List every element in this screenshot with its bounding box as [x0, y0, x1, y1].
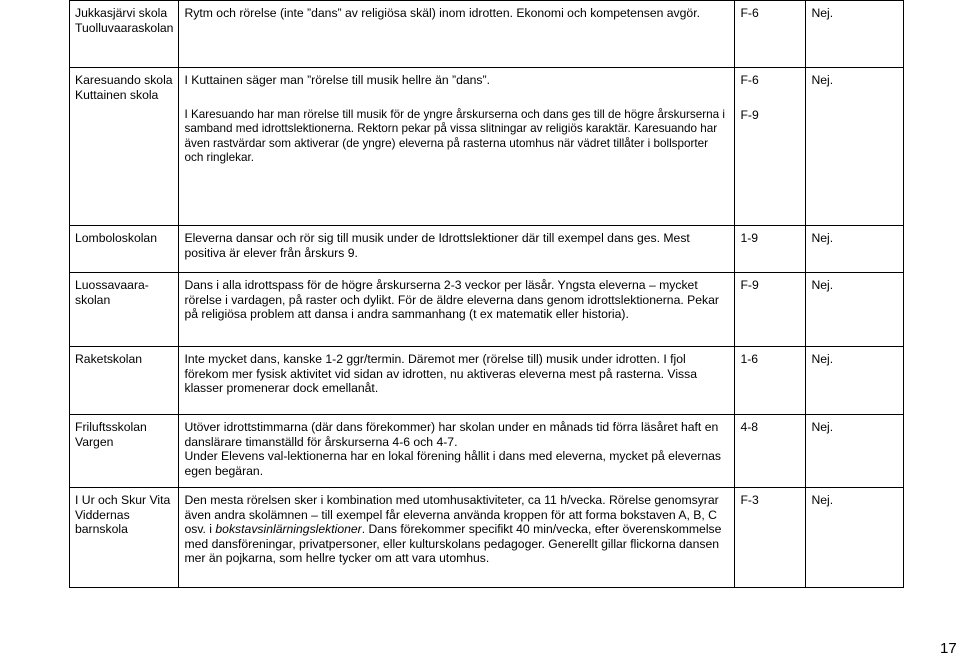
description-cell: [179, 68, 735, 226]
school-name: Jukkasjärvi skola: [75, 6, 168, 20]
school-cell: [70, 1, 179, 68]
description-text: Eleverna dansar och rör sig till musik under de Idrottslektioner där till exempel dans ges. Mest positiva är elever från årskurs 9.: [184, 231, 690, 260]
school-name: Luossavaara-: [75, 278, 149, 292]
table-row: [70, 273, 904, 347]
grades-cell: [735, 347, 806, 415]
school-cell: [70, 68, 179, 226]
school-name: Vargen: [75, 434, 114, 449]
table-row: [70, 1, 904, 68]
answer-text: Nej.: [811, 231, 834, 245]
description-italic-text: bokstavsinlärningslektioner: [215, 522, 362, 537]
answer-cell: [806, 1, 904, 68]
answer-cell: [806, 347, 904, 415]
school-name: Raketskolan: [75, 352, 143, 366]
description-cell: [179, 488, 735, 588]
description-text: I Karesuando har man rörelse till musik för de yngre årskurserna och dans ges till de högre årskurserna i samband med idrottslektionerna. Rektorn pekar på vissa slitningar av religiös karaktär. Karesuando har även rastvärdar som aktiverar (de yngre) eleverna på rasterna utomhus när vädret tillåter i bollsporter och ringlekar.: [184, 107, 725, 165]
grades-text: F-9: [740, 107, 759, 122]
description-cell: [179, 415, 735, 488]
answer-cell: [806, 226, 904, 273]
table-row: [70, 415, 904, 488]
answer-cell: [806, 415, 904, 488]
grades-cell: [735, 68, 806, 226]
grades-cell: [735, 1, 806, 68]
answer-cell: [806, 273, 904, 347]
school-name: skolan: [75, 292, 111, 307]
answer-text: Nej.: [811, 420, 834, 434]
description-text: Rytm och rörelse (inte ”dans” av religiösa skäl) inom idrotten. Ekonomi och kompetensen avgör.: [184, 6, 700, 20]
description-text: Utöver idrottstimmarna (där dans förekommer) har skolan under en månads tid förra läsåret haft en danslärare timanställd för årskurserna 4-6 och 4-7.: [184, 420, 719, 449]
answer-text: Nej.: [811, 352, 834, 366]
school-name: I Ur och Skur Vita: [75, 493, 171, 507]
grades-text: F-6: [740, 73, 759, 87]
grades-text: F-3: [740, 493, 759, 507]
school-name: barnskola: [75, 522, 128, 537]
grades-text: F-9: [740, 278, 759, 292]
school-name: Lomboloskolan: [75, 231, 157, 245]
answer-text: Nej.: [811, 278, 834, 292]
answer-text: Nej.: [811, 73, 834, 87]
table-row: [70, 488, 904, 588]
description-text: Den mesta rörelsen sker i kombination med utomhusaktiviteter, ca 11 h/vecka. Rörelse genomsyrar även andra skolämnen – till exempel får eleverna använda kroppen för att forma bokstaven A, B, C osv. i: [184, 493, 719, 537]
table: [69, 0, 904, 588]
school-cell: [70, 347, 179, 415]
school-name: Friluftsskolan: [75, 420, 147, 434]
page-number: 17: [940, 640, 957, 657]
school-name: Viddernas: [75, 507, 130, 522]
grades-text: 4-8: [740, 420, 759, 434]
description-text: . Dans förekommer specifikt 40 min/vecka, efter överenskommelse med dansföreningar, privatpersoner, eller kulturskolans pedagoger. Generellt gillar flickorna dansen mer än pojkarna, som hellre tycker om att vara utomhus.: [184, 522, 722, 566]
description-text: Dans i alla idrottspass för de högre årskurserna 2-3 veckor per läsår. Yngsta eleverna – mycket rörelse i vardagen, på raster och dylikt. För de äldre eleverna dans genom idrottslektionerna. Pekar på religiösa problem att dansa i andra sammanhang (t ex matematik eller historia).: [184, 278, 719, 322]
school-cell: [70, 273, 179, 347]
school-cell: [70, 226, 179, 273]
description-text: Under Elevens val-lektionerna har en lokal förening hållit i dans med eleverna, mycket på elevernas egen begäran.: [184, 449, 722, 478]
school-cell: [70, 415, 179, 488]
description-text: Inte mycket dans, kanske 1-2 ggr/termin. Däremot mer (rörelse till) musik under idrotten. I fjol förekom mer fysisk aktivitet vid sidan av idrotten, nu aktiveras eleverna mest på rasterna. Vissa klasser promenerar dock emellanåt.: [184, 352, 698, 396]
school-name: Tuolluvaaraskolan: [75, 20, 174, 35]
table-row: [70, 68, 904, 226]
grades-cell: [735, 415, 806, 488]
grades-text: 1-9: [740, 231, 759, 245]
grades-text: F-6: [740, 6, 759, 20]
answer-text: Nej.: [811, 6, 834, 20]
grades-cell: [735, 226, 806, 273]
description-cell: [179, 1, 735, 68]
table-row: [70, 347, 904, 415]
answer-text: Nej.: [811, 493, 834, 507]
school-name: Kuttainen skola: [75, 87, 159, 102]
table-row: [70, 226, 904, 273]
description-cell: [179, 347, 735, 415]
description-cell: [179, 273, 735, 347]
grades-cell: [735, 273, 806, 347]
grades-cell: [735, 488, 806, 588]
school-table: [69, 0, 904, 588]
grades-text: 1-6: [740, 352, 759, 366]
description-cell: [179, 226, 735, 273]
school-name: Karesuando skola: [75, 73, 173, 87]
school-cell: [70, 488, 179, 588]
answer-cell: [806, 68, 904, 226]
description-text: I Kuttainen säger man ”rörelse till musik hellre än ”dans”.: [184, 73, 490, 87]
answer-cell: [806, 488, 904, 588]
